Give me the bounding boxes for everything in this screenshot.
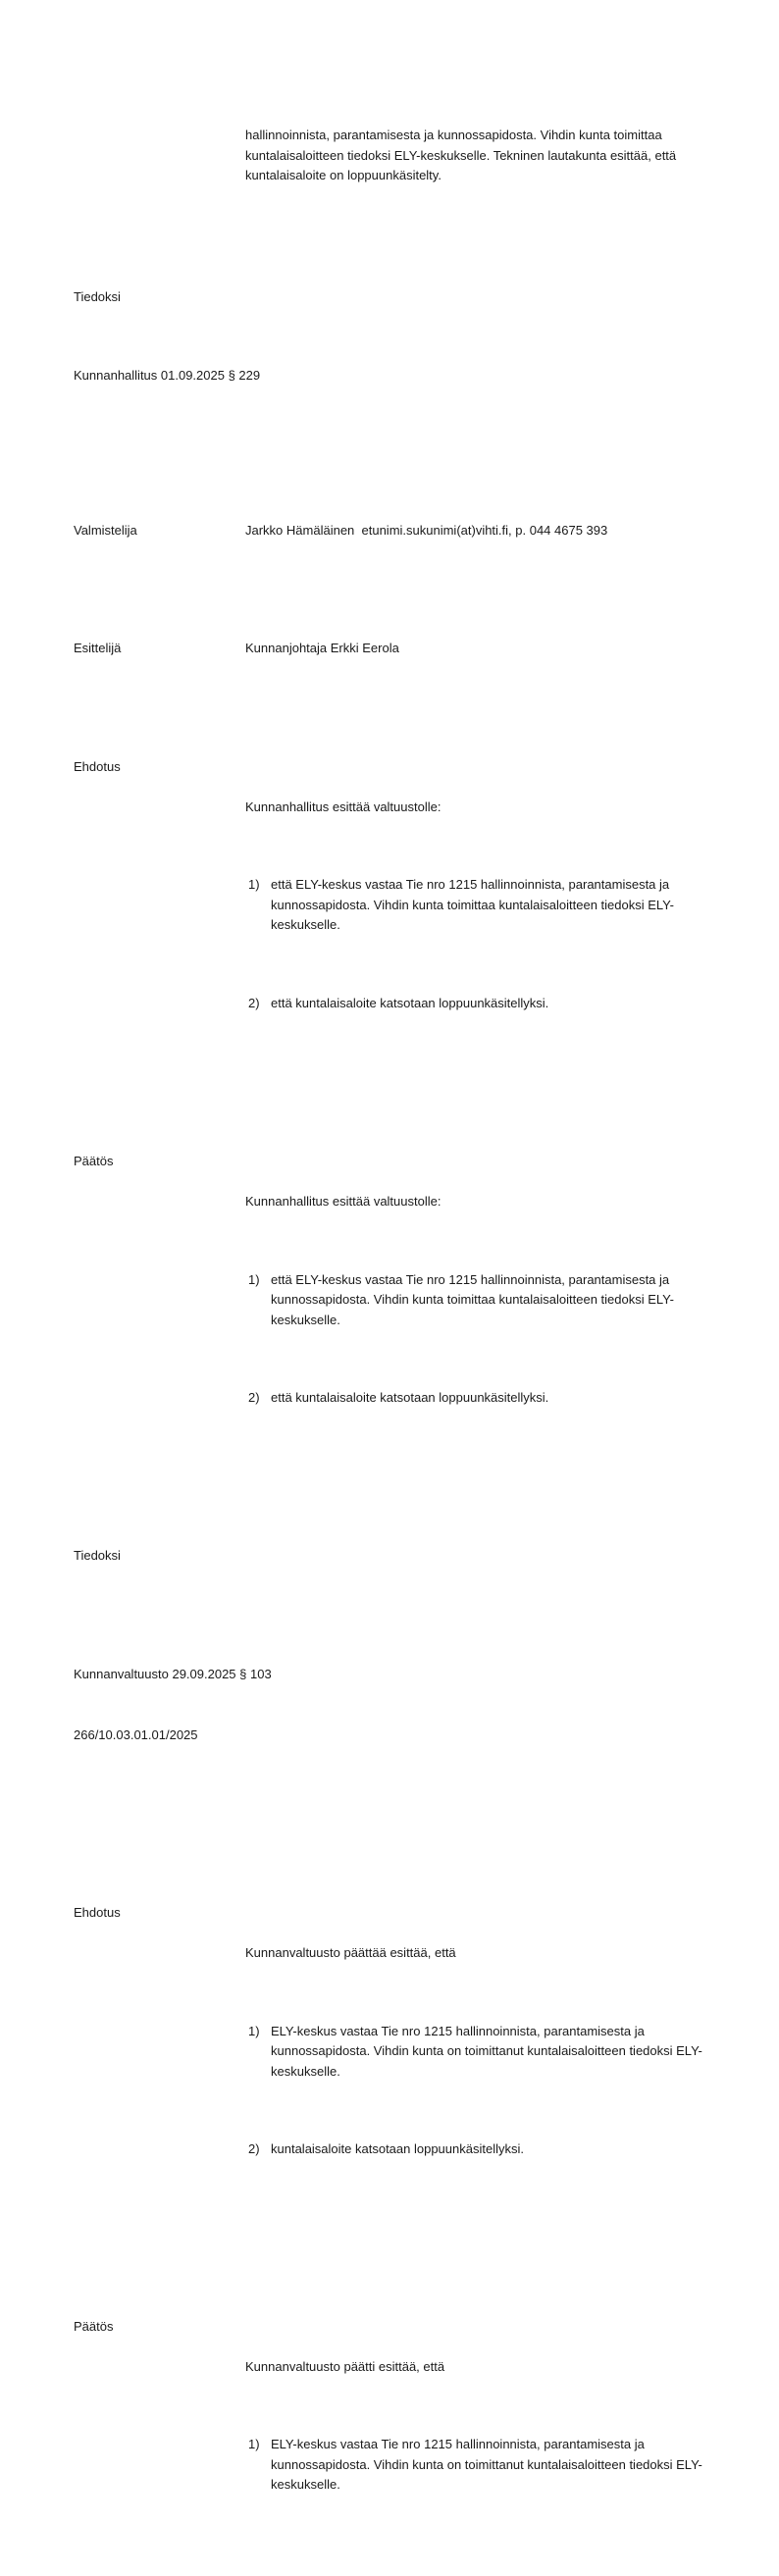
list-item bbox=[248, 1270, 715, 1331]
paatos-council-label: Päätös bbox=[74, 2318, 114, 2334]
list-item-number: 2) bbox=[248, 2141, 260, 2156]
list-item bbox=[248, 2139, 715, 2160]
list-item-text: että ELY-keskus vastaa Tie nro 1215 hallinnoinnista, parantamisesta ja kunnossapidosta. Vihdin kunta toimittaa kuntalaisaloitteen tiedoksi ELY-keskukselle. bbox=[271, 877, 674, 932]
list-item-text: että ELY-keskus vastaa Tie nro 1215 hallinnoinnista, parantamisesta ja kunnossapidosta. Vihdin kunta toimittaa kuntalaisaloitteen tiedoksi ELY-keskukselle. bbox=[271, 1271, 674, 1327]
tiedoksi-board-label: Tiedoksi bbox=[74, 288, 121, 304]
list-item-number: 1) bbox=[248, 2023, 260, 2038]
list-item-text: että kuntalaisaloite katsotaan loppuunkäsitellyksi. bbox=[271, 1390, 549, 1405]
ehdotus-council-content bbox=[245, 1903, 717, 2200]
tiedoksi-council-reference bbox=[74, 1624, 722, 1785]
continuation-paragraph: hallinnoinnista, parantamisesta ja kunnossapidosta. Vihdin kunta toimittaa kuntalaisaloitteen tiedoksi ELY-keskukselle. Tekninen lautakunta esittää, että kuntalaisaloite on loppuunkäsitelty. bbox=[245, 128, 680, 182]
paatos-council-row bbox=[74, 2317, 722, 2536]
list-item-text: ELY-keskus vastaa Tie nro 1215 hallinnoinnista, parantamisesta ja kunnossapidosta. Vihdin kunta on toimittanut kuntalaisaloitteen tiedoksi ELY-keskukselle. bbox=[271, 2023, 702, 2079]
list-item-number: 1) bbox=[248, 877, 260, 892]
ehdotus-council-label: Ehdotus bbox=[74, 1905, 121, 1920]
ehdotus-board-content bbox=[245, 757, 717, 1055]
list-item bbox=[248, 875, 715, 936]
list-item bbox=[248, 2022, 715, 2083]
ehdotus-board-intro: Kunnanhallitus esittää valtuustolle: bbox=[245, 799, 441, 814]
list-item-text: että kuntalaisaloite katsotaan loppuunkäsitellyksi. bbox=[271, 995, 549, 1010]
paatos-board-row bbox=[74, 1152, 722, 1449]
list-item bbox=[248, 994, 715, 1014]
ehdotus-council-intro: Kunnanvaltuusto päättää esittää, että bbox=[245, 1945, 456, 1960]
valmistelija-value: Jarkko Hämäläinen etunimi.sukunimi(at)vihti.fi, p. 044 4675 393 bbox=[245, 522, 608, 538]
list-item bbox=[248, 1388, 715, 1409]
list-item-text: kuntalaisaloite katsotaan loppuunkäsitellyksi. bbox=[271, 2141, 524, 2156]
tiedoksi-council-reference-line1: Kunnanvaltuusto 29.09.2025 § 103 bbox=[74, 1667, 272, 1681]
paatos-council-content bbox=[245, 2317, 717, 2536]
ehdotus-council-row bbox=[74, 1903, 722, 2200]
paatos-board-label: Päätös bbox=[74, 1154, 114, 1168]
list-item-number: 1) bbox=[248, 1271, 260, 1287]
valmistelija-row bbox=[74, 521, 722, 541]
tiedoksi-board-reference: Kunnanhallitus 01.09.2025 § 229 bbox=[74, 368, 261, 383]
ehdotus-board-label: Ehdotus bbox=[74, 758, 121, 774]
paatos-board-content bbox=[245, 1152, 717, 1449]
valmistelija-label: Valmistelija bbox=[74, 522, 137, 538]
paatos-council-intro: Kunnanvaltuusto päätti esittää, että bbox=[245, 2358, 445, 2374]
list-item-number: 1) bbox=[248, 2437, 260, 2451]
esittelija-row bbox=[74, 639, 722, 659]
tiedoksi-council-label: Tiedoksi bbox=[74, 1547, 121, 1563]
tiedoksi-council-reference-line2: 266/10.03.01.01/2025 bbox=[74, 1726, 198, 1742]
esittelija-value: Kunnanjohtaja Erkki Eerola bbox=[245, 641, 399, 655]
list-item bbox=[248, 2435, 715, 2496]
esittelija-label: Esittelijä bbox=[74, 641, 122, 655]
ehdotus-board-row bbox=[74, 757, 722, 1055]
list-item-text: ELY-keskus vastaa Tie nro 1215 hallinnoinnista, parantamisesta ja kunnossapidosta. Vihdin kunta on toimittanut kuntalaisaloitteen tiedoksi ELY-keskukselle. bbox=[271, 2437, 702, 2492]
list-item-number: 2) bbox=[248, 1390, 260, 1405]
list-item-number: 2) bbox=[248, 995, 260, 1010]
paatos-board-intro: Kunnanhallitus esittää valtuustolle: bbox=[245, 1194, 441, 1209]
